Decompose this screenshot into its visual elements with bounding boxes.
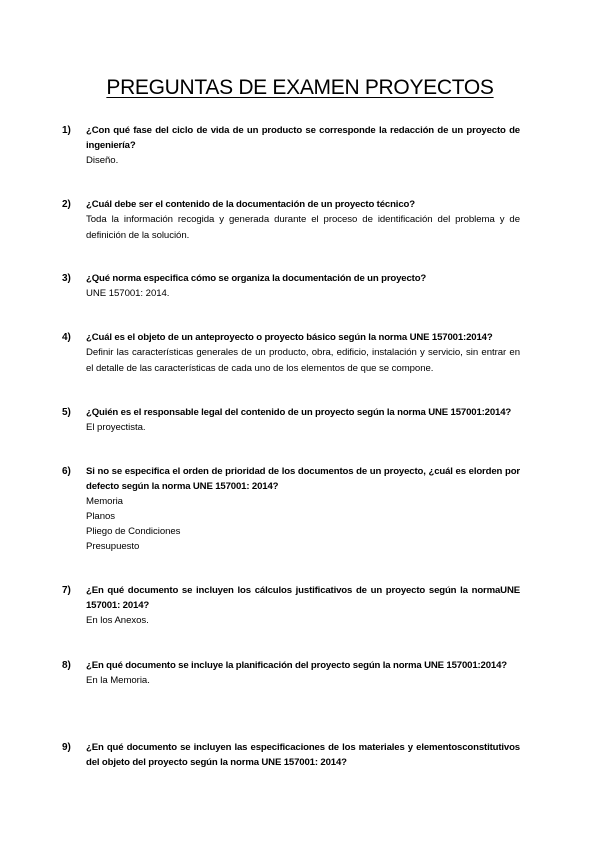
question-item <box>62 330 520 377</box>
answer-text: En los Anexos. <box>86 615 149 626</box>
page-title: PREGUNTAS DE EXAMEN PROYECTOS <box>106 76 494 99</box>
question-text: ¿Qué norma especifica cómo se organiza la documentación de un proyecto? <box>86 273 427 284</box>
question-text: ¿Cuál es el objeto de un anteproyecto o proyecto básico según la norma UNE 157001:2014? <box>86 332 493 343</box>
answer-text: UNE 157001: 2014. <box>86 288 170 299</box>
question-number: 8) <box>62 660 71 671</box>
question-number: 6) <box>62 466 71 477</box>
answer-text: En la Memoria. <box>86 675 150 686</box>
question-text: ¿En qué documento se incluyen los cálculos justificativos de un proyecto según la normaUNE 157001: 2014? <box>86 585 520 611</box>
question-text: ¿Con qué fase del ciclo de vida de un producto se corresponde la redacción de un proyecto de ingeniería? <box>86 125 520 151</box>
question-number: 9) <box>62 742 71 753</box>
question-number: 2) <box>62 199 71 210</box>
question-item <box>62 464 520 554</box>
answer-list <box>86 494 520 554</box>
question-item <box>62 658 520 689</box>
question-item <box>62 583 520 629</box>
answer-line: Pliego de Condiciones <box>86 526 181 537</box>
question-text: ¿Quién es el responsable legal del contenido de un proyecto según la norma UNE 157001:2014? <box>86 407 512 418</box>
question-number: 7) <box>62 585 71 596</box>
question-number: 5) <box>62 407 71 418</box>
question-item <box>62 123 520 169</box>
answer-text: El proyectista. <box>86 422 146 433</box>
question-text: ¿En qué documento se incluyen las especificaciones de los materiales y elementosconstitutivos del objeto del proyecto según la norma UNE 157001: 2014? <box>86 742 520 768</box>
question-text: ¿Cuál debe ser el contenido de la documentación de un proyecto técnico? <box>86 199 415 210</box>
question-item <box>62 405 520 436</box>
question-item <box>62 271 520 302</box>
answer-line: Memoria <box>86 496 123 507</box>
answer-line: Presupuesto <box>86 541 140 552</box>
answer-text: Toda la información recogida y generada durante el proceso de identificación del problema y de definición de la solución. <box>86 214 520 241</box>
question-text: Si no se especifica el orden de prioridad de los documentos de un proyecto, ¿cuál es elorden por defecto según la norma UNE 157001: 2014? <box>86 466 520 492</box>
answer-line: Planos <box>86 511 116 522</box>
question-item <box>62 740 520 770</box>
question-text: ¿En qué documento se incluye la planificación del proyecto según la norma UNE 157001:2014? <box>86 660 508 671</box>
question-item <box>62 197 520 244</box>
answer-text: Definir las características generales de un producto, obra, edificio, instalación y servicio, sin entrar en el detalle de las características de cada uno de los elementos de que se compone. <box>86 347 520 374</box>
answer-text: Diseño. <box>86 155 119 166</box>
question-number: 4) <box>62 332 71 343</box>
question-number: 3) <box>62 273 71 284</box>
question-number: 1) <box>62 125 71 136</box>
